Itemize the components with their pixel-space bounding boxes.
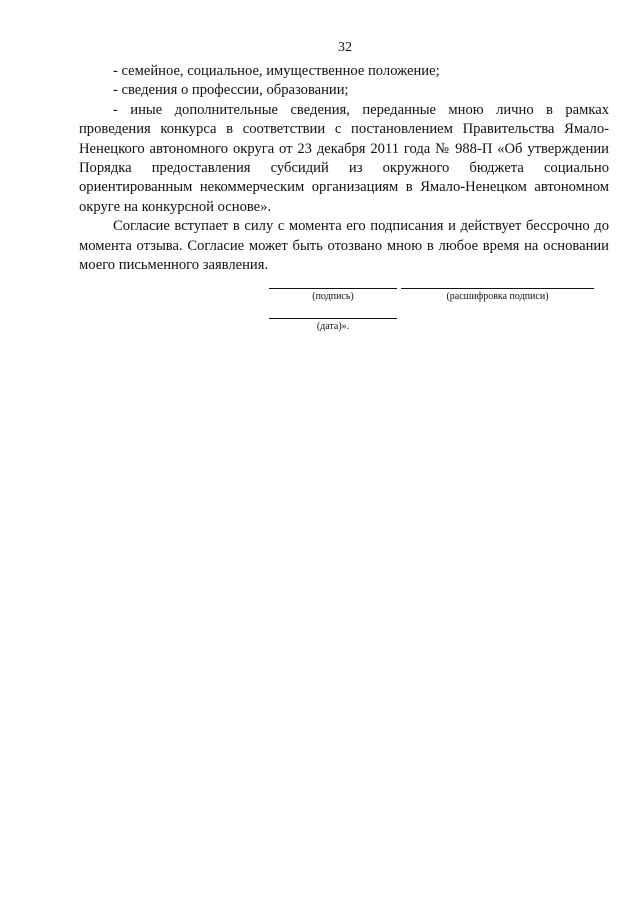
date-caption: (дата)». [316, 321, 350, 332]
page-number: 32 [338, 40, 352, 55]
list-item-family-status: - семейное, социальное, имущественное положение; [113, 63, 440, 79]
signature-decoding-caption: (расшифровка подписи) [446, 291, 549, 302]
signature-line [269, 288, 397, 289]
consent-validity-paragraph: Согласие вступает в силу с момента его подписания и действует бессрочно до момента отзыва. Согласие может быть отозвано мною в любое время на основании моего письменного заявления. [79, 218, 609, 274]
list-item-profession: - сведения о профессии, образовании; [113, 82, 349, 99]
document-body [79, 62, 609, 275]
signature-caption: (подпись) [312, 291, 354, 302]
list-item-additional-info: - иные дополнительные сведения, переданные мною лично в рамках проведения конкурса в соответствии с постановлением Правительства Ямало-Ненецкого автономного округа от 23 декабря 2011 года № 988-П «Об утверждении Порядка предоставления субсидий из окружного бюджета социально ориентированным некоммерческим организациям в Ямало-Ненецком автономном округе на конкурсной основе». [79, 101, 609, 215]
signature-decoding-line [401, 288, 594, 289]
date-line [269, 318, 397, 319]
